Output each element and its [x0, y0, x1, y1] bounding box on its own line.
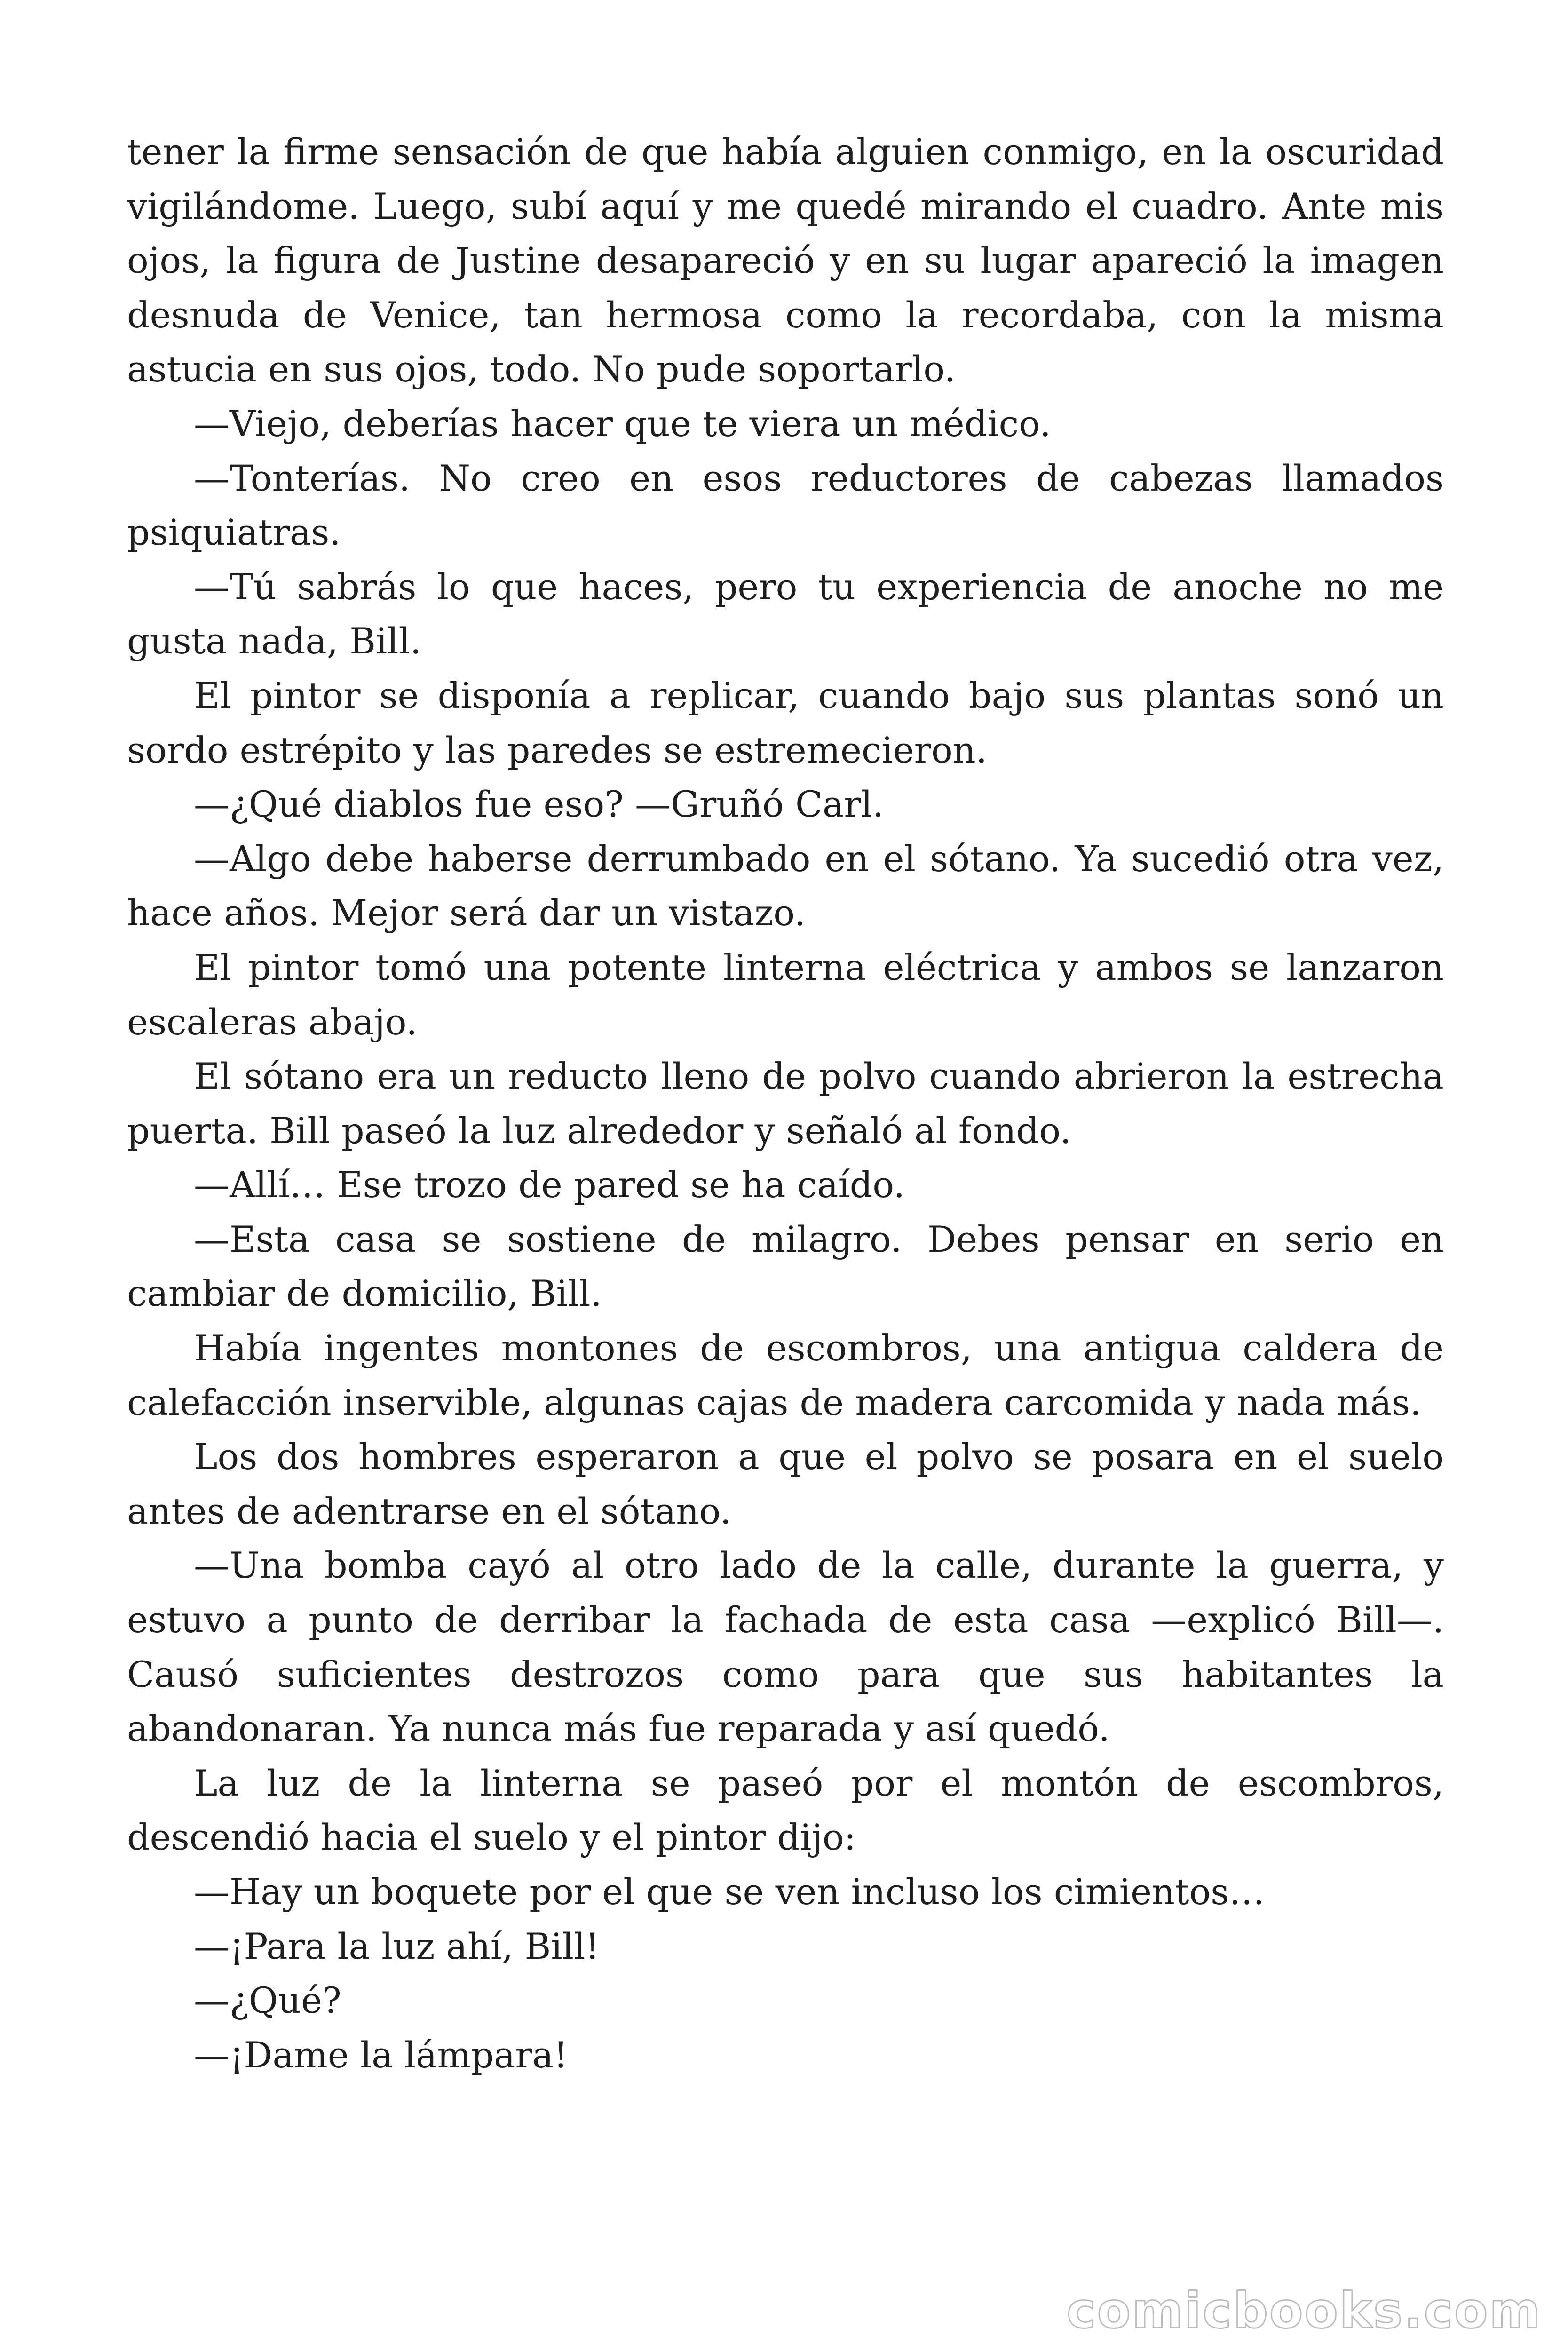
- paragraph: La luz de la linterna se paseó por el montón de escombros, descendió hacia el suelo y el pintor dijo:: [127, 1762, 1444, 1859]
- book-page: [127, 125, 1444, 2241]
- paragraph: Los dos hombres esperaron a que el polvo se posara en el suelo antes de adentrarse en el sótano.: [127, 1436, 1444, 1532]
- paragraph: —Viejo, deberías hacer que te viera un médico.: [194, 402, 1051, 445]
- paragraph: —Tú sabrás lo que haces, pero tu experiencia de anoche no me gusta nada, Bill.: [127, 565, 1444, 662]
- paragraph: —¡Dame la lámpara!: [194, 2034, 568, 2076]
- paragraph: —¡Para la luz ahí, Bill!: [194, 1925, 600, 1967]
- paragraph: —¿Qué?: [194, 1979, 341, 2022]
- paragraph: —¿Qué diablos fue eso? —Gruñó Carl.: [194, 783, 884, 826]
- paragraph: —Una bomba cayó al otro lado de la calle, durante la guerra, y estuvo a punto de derribar la fachada de esta casa —explicó Bill—. Causó suficientes destrozos como para que sus habitantes la abandonaran. Ya nunca más fue reparada y así quedó.: [127, 1544, 1444, 1750]
- paragraph: El pintor tomó una potente linterna eléctrica y ambos se lanzaron escaleras abajo.: [127, 946, 1444, 1043]
- watermark: comicbooks.com: [1066, 2282, 1542, 2339]
- paragraph: —Allí… Ese trozo de pared se ha caído.: [194, 1164, 905, 1206]
- paragraph: —Esta casa se sostiene de milagro. Debes pensar en serio en cambiar de domicilio, Bill.: [127, 1218, 1444, 1315]
- paragraph: El pintor se disponía a replicar, cuando bajo sus plantas sonó un sordo estrépito y las paredes se estremecieron.: [127, 674, 1444, 771]
- paragraph: —Algo debe haberse derrumbado en el sótano. Ya sucedió otra vez, hace años. Mejor será dar un vistazo.: [127, 837, 1444, 934]
- paragraph: Había ingentes montones de escombros, una antigua caldera de calefacción inservible, algunas cajas de madera carcomida y nada más.: [127, 1327, 1444, 1423]
- paragraph: —Hay un boquete por el que se ven incluso los cimientos…: [194, 1871, 1265, 1913]
- paragraph: El sótano era un reducto lleno de polvo cuando abrieron la estrecha puerta. Bill paseó la luz alrededor y señaló al fondo.: [127, 1055, 1444, 1152]
- paragraph-continued: tener la firme sensación de que había alguien conmigo, en la oscuridad vigilándome. Luego, subí aquí y me quedé mirando el cuadro. Ante mis ojos, la figura de Justine desapareció y en su lugar apareció la imagen desnuda de Venice, tan hermosa como la recordaba, con la misma astucia en sus ojos, todo. No pude soportarlo.: [127, 131, 1444, 390]
- paragraph: —Tonterías. No creo en esos reductores de cabezas llamados psiquiatras.: [127, 457, 1444, 554]
